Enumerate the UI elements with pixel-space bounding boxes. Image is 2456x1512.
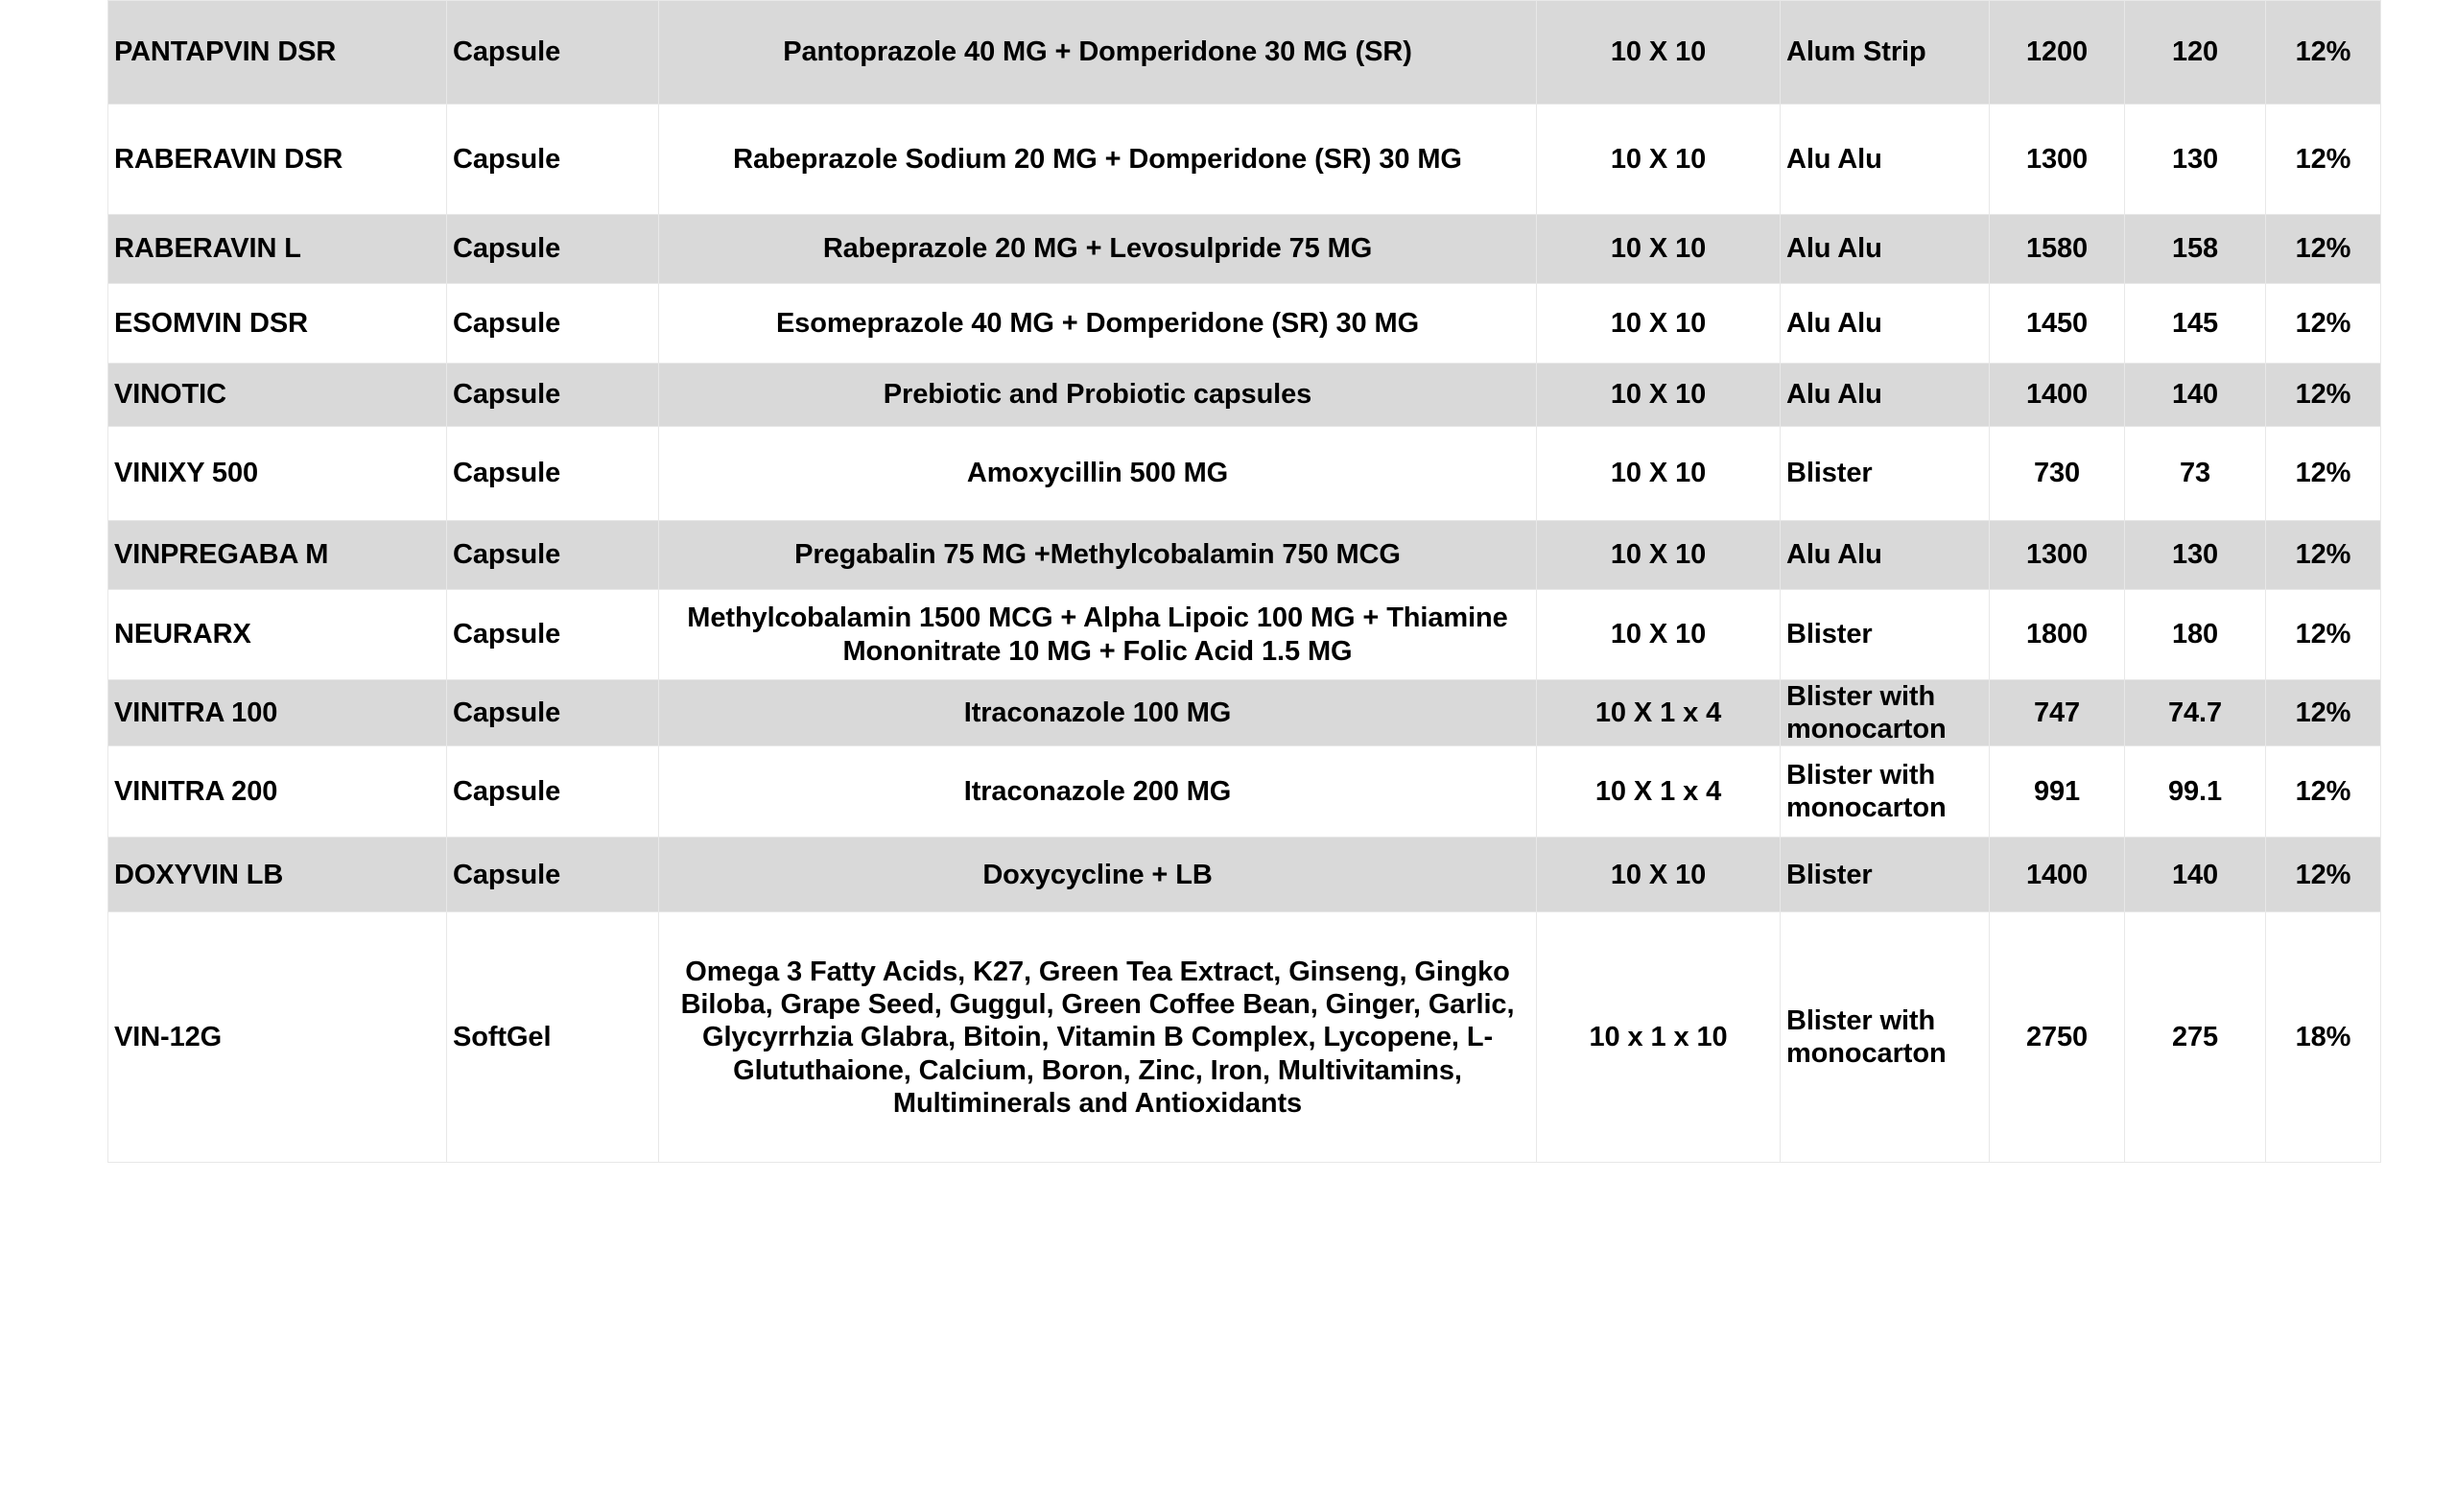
cell-mrp[interactable]: 1800	[1990, 590, 2125, 680]
cell-mrp[interactable]: 1400	[1990, 838, 2125, 912]
cell-brand[interactable]: DOXYVIN LB	[108, 838, 447, 912]
cell-pack[interactable]: 10 X 1 x 4	[1537, 680, 1781, 746]
cell-type[interactable]: Capsule	[447, 680, 659, 746]
cell-composition[interactable]: Pregabalin 75 MG +Methylcobalamin 750 MCG	[659, 521, 1537, 590]
cell-mrp[interactable]: 1400	[1990, 364, 2125, 427]
table-row[interactable]	[108, 284, 2381, 364]
cell-mrp[interactable]: 747	[1990, 680, 2125, 746]
cell-type[interactable]: SoftGel	[447, 912, 659, 1163]
cell-type[interactable]: Capsule	[447, 284, 659, 364]
cell-pts[interactable]: 158	[2125, 215, 2266, 284]
cell-pack[interactable]: 10 X 10	[1537, 364, 1781, 427]
cell-type[interactable]: Capsule	[447, 746, 659, 838]
cell-mrp[interactable]: 1450	[1990, 284, 2125, 364]
cell-brand[interactable]: RABERAVIN L	[108, 215, 447, 284]
cell-brand[interactable]: RABERAVIN DSR	[108, 105, 447, 215]
table-row[interactable]	[108, 746, 2381, 838]
cell-pts[interactable]: 275	[2125, 912, 2266, 1163]
table-row[interactable]	[108, 590, 2381, 680]
table-row[interactable]	[108, 912, 2381, 1163]
cell-packing[interactable]: Blister	[1781, 590, 1990, 680]
cell-brand[interactable]: ESOMVIN DSR	[108, 284, 447, 364]
cell-composition[interactable]: Itraconazole 100 MG	[659, 680, 1537, 746]
table-row[interactable]	[108, 364, 2381, 427]
table-row[interactable]	[108, 427, 2381, 521]
product-price-table	[107, 0, 2381, 1163]
cell-mrp[interactable]: 1300	[1990, 521, 2125, 590]
cell-packing[interactable]: Alu Alu	[1781, 364, 1990, 427]
cell-composition[interactable]: Amoxycillin 500 MG	[659, 427, 1537, 521]
cell-gst[interactable]: 12%	[2266, 284, 2381, 364]
cell-composition[interactable]: Rabeprazole 20 MG + Levosulpride 75 MG	[659, 215, 1537, 284]
cell-type[interactable]: Capsule	[447, 838, 659, 912]
cell-mrp[interactable]: 2750	[1990, 912, 2125, 1163]
cell-composition[interactable]: Itraconazole 200 MG	[659, 746, 1537, 838]
cell-packing[interactable]: Alu Alu	[1781, 215, 1990, 284]
cell-pts[interactable]: 99.1	[2125, 746, 2266, 838]
cell-pts[interactable]: 140	[2125, 838, 2266, 912]
cell-gst[interactable]: 12%	[2266, 590, 2381, 680]
cell-packing[interactable]: Blister	[1781, 427, 1990, 521]
cell-gst[interactable]: 12%	[2266, 105, 2381, 215]
cell-composition[interactable]: Prebiotic and Probiotic capsules	[659, 364, 1537, 427]
cell-packing[interactable]: Blister with monocarton	[1781, 680, 1990, 746]
cell-brand[interactable]: VINPREGABA M	[108, 521, 447, 590]
cell-pack[interactable]: 10 X 10	[1537, 838, 1781, 912]
cell-pts[interactable]: 180	[2125, 590, 2266, 680]
cell-gst[interactable]: 12%	[2266, 427, 2381, 521]
cell-pts[interactable]: 73	[2125, 427, 2266, 521]
cell-gst[interactable]: 12%	[2266, 746, 2381, 838]
cell-type[interactable]: Capsule	[447, 215, 659, 284]
cell-packing[interactable]: Alu Alu	[1781, 284, 1990, 364]
cell-pack[interactable]: 10 X 10	[1537, 521, 1781, 590]
cell-composition[interactable]: Esomeprazole 40 MG + Domperidone (SR) 30 MG	[659, 284, 1537, 364]
cell-pack[interactable]: 10 x 1 x 10	[1537, 912, 1781, 1163]
cell-packing[interactable]: Blister	[1781, 838, 1990, 912]
cell-brand[interactable]: VINITRA 100	[108, 680, 447, 746]
cell-packing[interactable]: Blister with monocarton	[1781, 746, 1990, 838]
cell-brand[interactable]: VINOTIC	[108, 364, 447, 427]
cell-brand[interactable]: VIN-12G	[108, 912, 447, 1163]
cell-gst[interactable]: 12%	[2266, 364, 2381, 427]
cell-mrp[interactable]: 991	[1990, 746, 2125, 838]
table-row[interactable]	[108, 215, 2381, 284]
cell-gst[interactable]: 12%	[2266, 521, 2381, 590]
cell-pack[interactable]: 10 X 1 x 4	[1537, 746, 1781, 838]
cell-type[interactable]: Capsule	[447, 521, 659, 590]
cell-brand[interactable]: VINITRA 200	[108, 746, 447, 838]
cell-pts[interactable]: 145	[2125, 284, 2266, 364]
cell-brand[interactable]: NEURARX	[108, 590, 447, 680]
cell-pts[interactable]: 140	[2125, 364, 2266, 427]
cell-composition[interactable]: Doxycycline + LB	[659, 838, 1537, 912]
cell-composition[interactable]: Methylcobalamin 1500 MCG + Alpha Lipoic 100 MG + Thiamine Mononitrate 10 MG + Folic Acid 1.5 MG	[659, 590, 1537, 680]
cell-pack[interactable]: 10 X 10	[1537, 1, 1781, 105]
cell-packing[interactable]: Alu Alu	[1781, 105, 1990, 215]
cell-packing[interactable]: Alu Alu	[1781, 521, 1990, 590]
cell-pack[interactable]: 10 X 10	[1537, 590, 1781, 680]
table-row[interactable]	[108, 521, 2381, 590]
cell-composition[interactable]: Omega 3 Fatty Acids, K27, Green Tea Extract, Ginseng, Gingko Biloba, Grape Seed, Guggul, Green Coffee Bean, Ginger, Garlic, Glycyrrhzia Glabra, Bitoin, Vitamin B Complex, Lycopene, L-Glututhaione, Calcium, Boron, Zinc, Iron, Multivitamins, Multiminerals and Antioxidants	[659, 912, 1537, 1163]
cell-brand[interactable]: VINIXY 500	[108, 427, 447, 521]
cell-mrp[interactable]: 1200	[1990, 1, 2125, 105]
cell-packing[interactable]: Blister with monocarton	[1781, 912, 1990, 1163]
cell-pts[interactable]: 120	[2125, 1, 2266, 105]
cell-type[interactable]: Capsule	[447, 364, 659, 427]
cell-mrp[interactable]: 1300	[1990, 105, 2125, 215]
cell-pts[interactable]: 130	[2125, 105, 2266, 215]
cell-composition[interactable]: Rabeprazole Sodium 20 MG + Domperidone (SR) 30 MG	[659, 105, 1537, 215]
cell-pack[interactable]: 10 X 10	[1537, 105, 1781, 215]
cell-packing[interactable]: Alum Strip	[1781, 1, 1990, 105]
cell-composition[interactable]: Pantoprazole 40 MG + Domperidone 30 MG (SR)	[659, 1, 1537, 105]
cell-mrp[interactable]: 1580	[1990, 215, 2125, 284]
table-body	[108, 1, 2381, 1163]
cell-type[interactable]: Capsule	[447, 427, 659, 521]
cell-gst[interactable]: 12%	[2266, 1, 2381, 105]
cell-type[interactable]: Capsule	[447, 590, 659, 680]
cell-mrp[interactable]: 730	[1990, 427, 2125, 521]
cell-type[interactable]: Capsule	[447, 105, 659, 215]
table-row[interactable]	[108, 838, 2381, 912]
cell-pack[interactable]: 10 X 10	[1537, 427, 1781, 521]
cell-gst[interactable]: 12%	[2266, 838, 2381, 912]
cell-brand[interactable]: PANTAPVIN DSR	[108, 1, 447, 105]
table-row[interactable]	[108, 1, 2381, 105]
cell-pts[interactable]: 74.7	[2125, 680, 2266, 746]
cell-pack[interactable]: 10 X 10	[1537, 215, 1781, 284]
cell-pack[interactable]: 10 X 10	[1537, 284, 1781, 364]
cell-type[interactable]: Capsule	[447, 1, 659, 105]
cell-pts[interactable]: 130	[2125, 521, 2266, 590]
cell-gst[interactable]: 12%	[2266, 215, 2381, 284]
table-row[interactable]	[108, 105, 2381, 215]
cell-gst[interactable]: 18%	[2266, 912, 2381, 1163]
table-row[interactable]	[108, 680, 2381, 746]
cell-gst[interactable]: 12%	[2266, 680, 2381, 746]
